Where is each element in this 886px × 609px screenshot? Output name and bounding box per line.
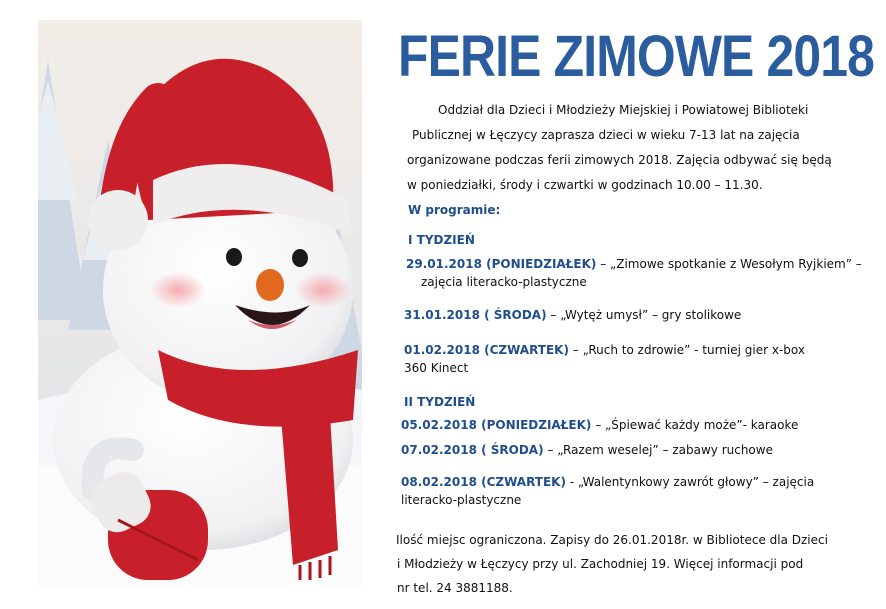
- intro-line: Oddział dla Dzieci i Młodzieży Miejskiej i Powiatowej Biblioteki: [438, 103, 809, 117]
- snowman-illustration: [38, 20, 362, 586]
- page-title: FERIE ZIMOWE 2018: [398, 24, 874, 89]
- event-text: – „Wytęż umysł” – gry stolikowe: [546, 308, 742, 322]
- intro-line: Publicznej w Łęczycy zaprasza dzieci w wieku 7-13 lat na zajęcia: [412, 128, 800, 142]
- event-item: [401, 438, 773, 463]
- footer-line: nr tel. 24 3881188.: [397, 581, 513, 595]
- snowman-icon: [38, 20, 362, 586]
- footer-line: i Młodzieży w Łęczycy przy ul. Zachodniej 19. Więcej informacji pod: [397, 557, 804, 571]
- event-date: 31.01.2018 ( ŚRODA): [404, 308, 547, 322]
- week-label: II TYDZIEŃ: [404, 395, 476, 409]
- event-text: – „Razem weselej” – zabawy ruchowe: [543, 443, 773, 457]
- event-date: 29.01.2018 (PONIEDZIAŁEK): [406, 257, 597, 271]
- event-item: [404, 303, 741, 328]
- intro-line: w poniedziałki, środy i czwartki w godzinach 10.00 – 11.30.: [407, 178, 763, 192]
- event-date: 05.02.2018 (PONIEDZIAŁEK): [401, 418, 592, 432]
- event-continuation: literacko-plastyczne: [401, 493, 522, 507]
- program-heading: W programie:: [408, 203, 501, 217]
- event-text: – „Zimowe spotkanie z Wesołym Ryjkiem” –: [596, 257, 862, 271]
- event-continuation: 360 Kinect: [404, 361, 469, 375]
- event-text: - „Walentynkowy zawrót głowy” – zajęcia: [565, 475, 815, 489]
- event-item: [401, 413, 798, 438]
- event-date: 07.02.2018 ( ŚRODA): [401, 443, 544, 457]
- event-date: 01.02.2018 (CZWARTEK): [404, 343, 569, 357]
- event-text: – „Ruch to zdrowie” - turniej gier x-box: [568, 343, 805, 357]
- week-label: I TYDZIEŃ: [408, 233, 475, 247]
- event-date: 08.02.2018 (CZWARTEK): [401, 475, 566, 489]
- event-continuation: zajęcia literacko-plastyczne: [421, 275, 587, 289]
- intro-line: organizowane podczas ferii zimowych 2018. Zajęcia odbywać się będą: [407, 153, 832, 167]
- event-text: – „Śpiewać każdy może”- karaoke: [591, 418, 799, 432]
- footer-line: Ilość miejsc ograniczona. Zapisy do 26.01.2018r. w Bibliotece dla Dzieci: [396, 533, 828, 547]
